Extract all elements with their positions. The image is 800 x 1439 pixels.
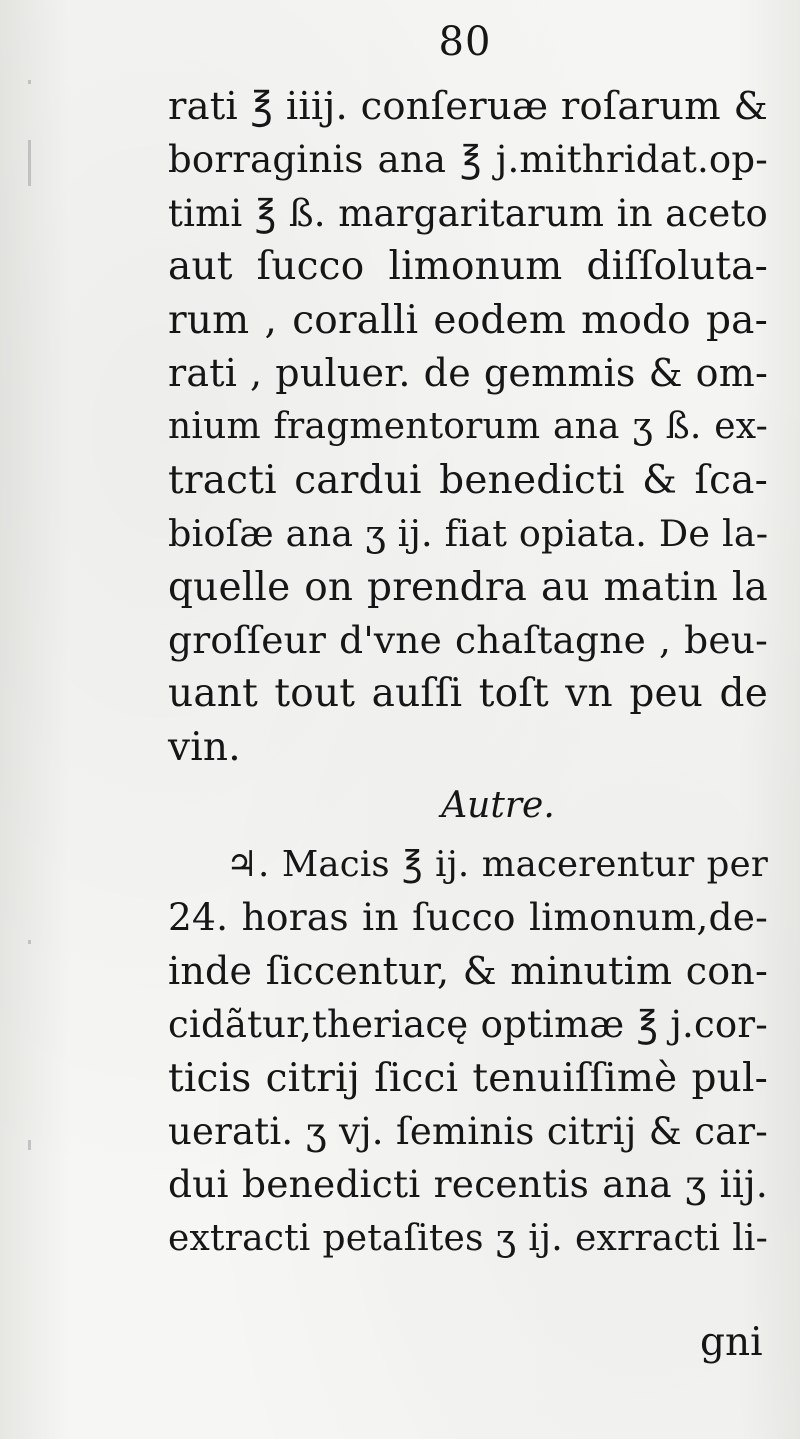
text-line: ticis citrij ſicci tenuiſſimè pul- [168,1055,768,1101]
text-line: uerati. ʒ vj. ſeminis citrij & car- [168,1110,768,1154]
text-line: 24. horas in ſucco limonum,de- [168,895,768,940]
gutter-mark [28,1140,31,1150]
catchword: gni [700,1320,763,1365]
text-line: cidãtur,theriacę optimæ ℥ j.cor- [168,1003,768,1047]
text-line: nium fragmentorum ana ʒ ß. ex- [168,406,768,448]
text-line: rati ℥ iiij. conſeruæ roſarum & [168,84,768,129]
main-text [168,80,768,1265]
text-line: aut ſucco limonum diſſoluta- [168,244,768,290]
text-line: groſſeur d'vne chaſtagne , beu- [168,617,768,662]
gutter-mark [28,140,31,186]
text-line: rum , coralli eodem modo pa- [168,297,768,343]
page-number: 80 [438,19,492,65]
text-line: dui benedicti recentis ana ʒ iij. [168,1162,768,1207]
text-line: extracti petaſites ʒ ij. exrracti li- [168,1217,768,1259]
text-line: borraginis ana ℥ j.mithridat.op- [168,138,768,182]
text-line: timi ℥ ß. margaritarum in aceto [168,191,768,235]
text-line: inde ſiccentur, & minutim con- [168,948,768,993]
section-heading: Autre. [441,785,555,827]
text-line: uant tout auſſi toſt vn peu de [168,671,768,717]
text-line: bioſæ ana ʒ ij. fiat opiata. De la- [168,512,769,556]
text-line: ♃. Macis ℥ ij. macerentur per [226,844,768,886]
text-line: quelle on prendra au matin la [168,564,768,610]
gutter-mark [28,80,31,84]
text-line: tracti cardui benedicti & ſca- [168,457,768,503]
text-line: vin. [168,724,241,770]
text-line: rati , puluer. de gemmis & om- [168,350,768,395]
gutter-mark [28,940,31,944]
